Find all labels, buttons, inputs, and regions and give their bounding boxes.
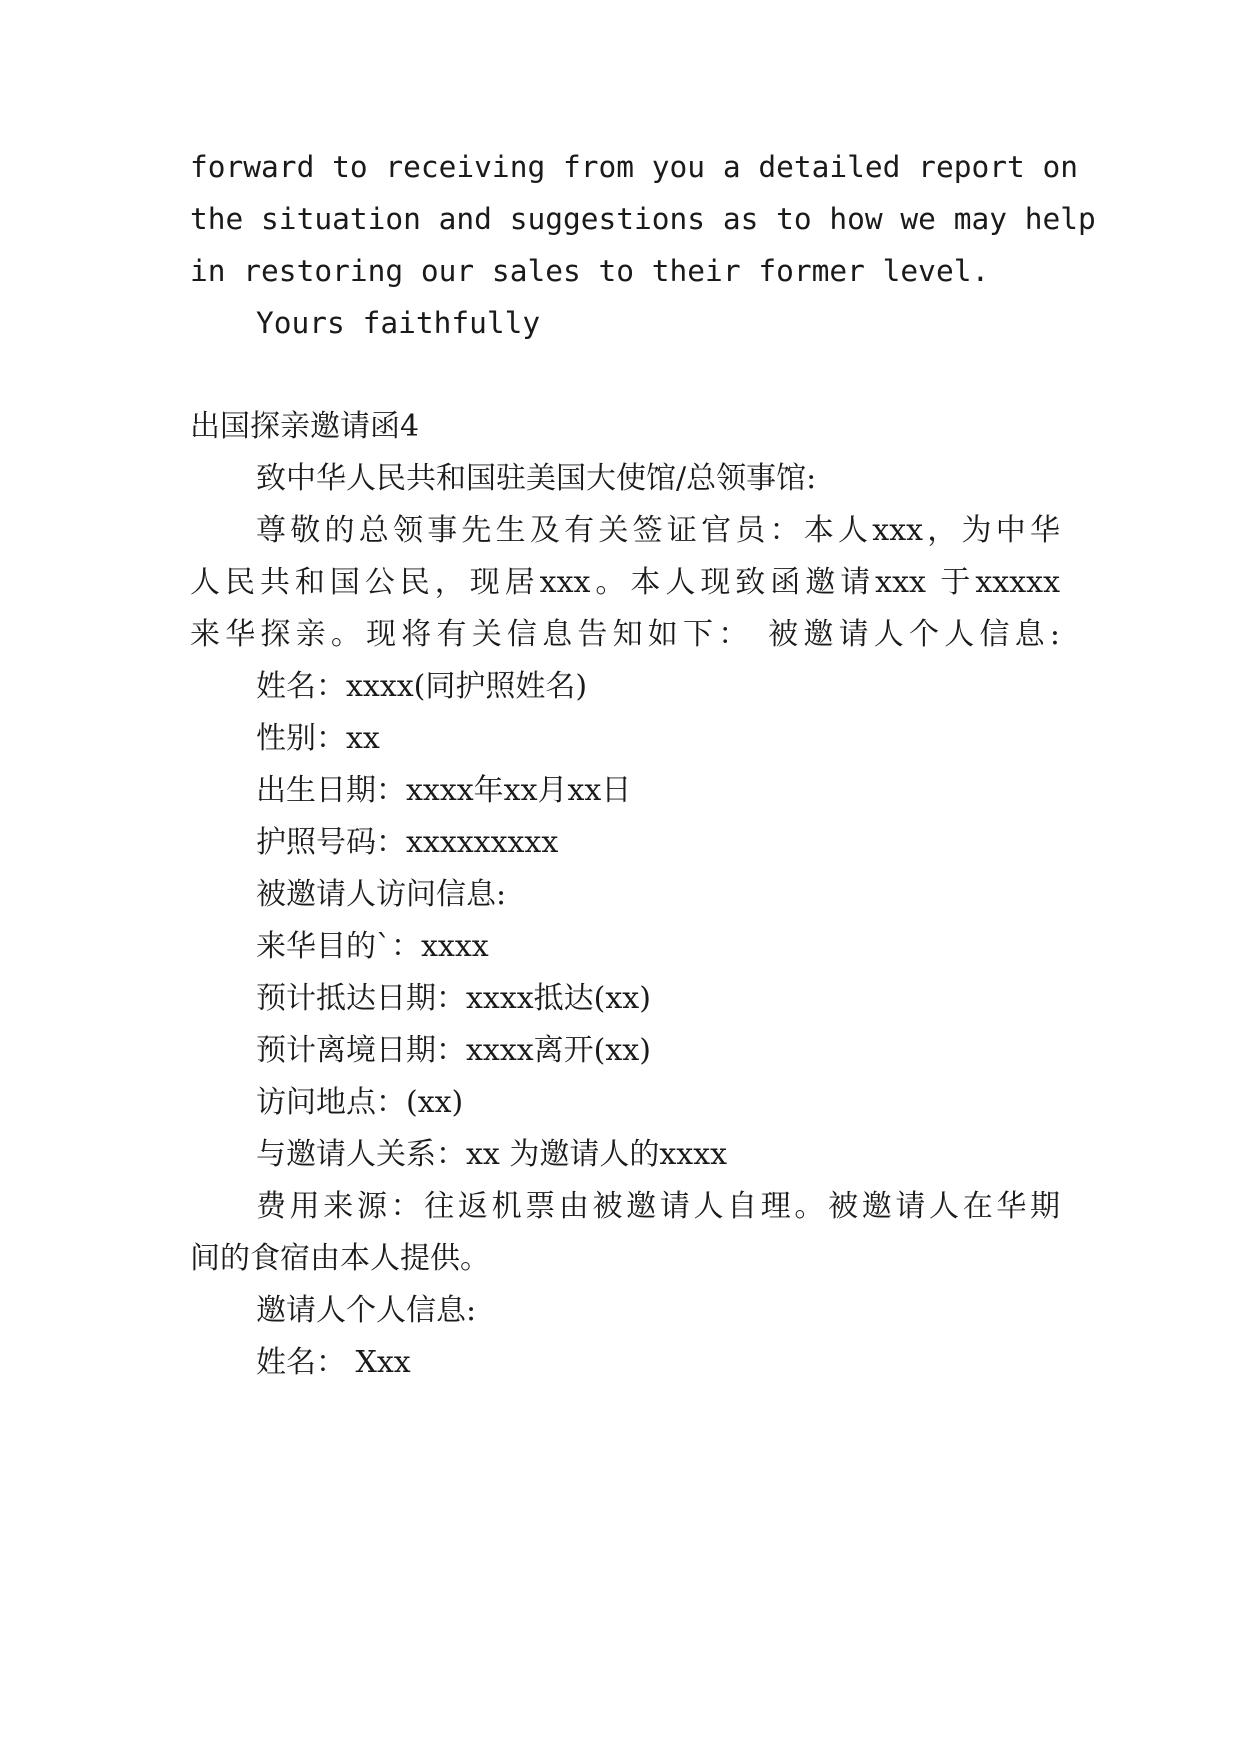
inviter-heading: 邀请人个人信息: [256,1293,477,1328]
intro-line-3: 来华探亲。现将有关信息告知如下： 被邀请人个人信息: [190,617,1060,652]
expenses-line-2: 间的食宿由本人提供。 [190,1241,490,1276]
intro-line-2: 人民共和国公民，现居xxx。本人现致函邀请xxx 于xxxxx [190,565,1060,600]
invitation-title: 出国探亲邀请函4 [190,409,420,444]
letter-line-2: the situation and suggestions as to how we may help [190,202,1096,236]
letter-line-1: forward to receiving from you a detailed report on [190,150,1079,184]
visit-arrival: 预计抵达日期：xxxx抵达(xx) [256,981,651,1016]
visit-heading: 被邀请人访问信息: [256,877,507,912]
inviter-name: 姓名： Xxx [256,1345,411,1380]
intro-line-1: 尊敬的总领事先生及有关签证官员：本人xxx，为中华 [256,513,1060,548]
expenses-line-1: 费用来源：往返机票由被邀请人自理。被邀请人在华期 [256,1189,1060,1224]
visit-relationship: 与邀请人关系：xx 为邀请人的xxxx [256,1137,728,1172]
invitee-birth-date: 出生日期：xxxx年xx月xx日 [256,773,632,808]
visit-purpose: 来华目的`：xxxx [256,929,489,964]
visit-location: 访问地点：(xx) [256,1085,464,1120]
invitation-salutation: 致中华人民共和国驻美国大使馆/总领事馆: [256,461,817,496]
invitee-name: 姓名：xxxx(同护照姓名) [256,669,588,704]
invitee-passport: 护照号码：xxxxxxxxx [256,825,559,860]
letter-closing: Yours faithfully [256,306,541,340]
invitee-gender: 性别：xx [256,721,380,756]
letter-line-3: in restoring our sales to their former level. [190,254,990,288]
visit-departure: 预计离境日期：xxxx离开(xx) [256,1033,651,1068]
